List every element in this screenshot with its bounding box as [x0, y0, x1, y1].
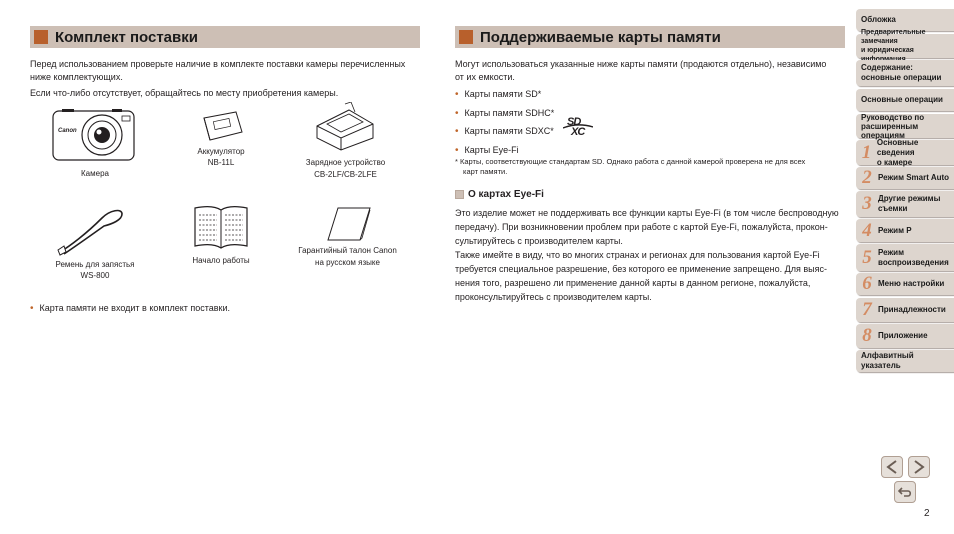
cards-intro-1: Могут использоваться указанные ниже карты памяти (продаются отдельно), независимо	[455, 59, 827, 69]
chapter-label-line1: Режим	[878, 247, 904, 257]
arrow-right-icon	[913, 460, 925, 474]
card-item-sd	[455, 87, 541, 102]
note-memory-card	[30, 301, 230, 316]
eyefi-line-3: сультируйтесь с производителем карты.	[455, 236, 623, 246]
sidebar-chapter-6[interactable]	[856, 273, 954, 295]
chapter-number: 8	[862, 325, 872, 346]
chapter-number: 4	[862, 219, 872, 241]
intro-line-1: Перед использованием проверьте наличие в комплекте поставки камеры перечисленных	[30, 59, 406, 69]
caption-warranty-1: Гарантийный талон Canon	[298, 246, 397, 255]
tab-label-line1: Содержание:	[861, 63, 913, 72]
note-text: Карта памяти не входит в комплект поставки.	[39, 303, 231, 313]
battery-image	[200, 110, 244, 142]
chapter-number: 5	[862, 246, 872, 268]
next-page-button[interactable]	[908, 456, 930, 478]
tab-label: Алфавитный указатель	[861, 351, 914, 370]
tab-label-line1: Предварительные замечания	[861, 29, 926, 45]
eyefi-line-4: Также имейте в виду, что во многих странах и регионах для пользования картой Eye-Fi	[455, 250, 820, 260]
sdxc-logo-bottom: XC	[571, 126, 585, 138]
caption-battery-1: Аккумулятор	[197, 147, 245, 156]
chapter-label-line2: воспроизведения	[878, 257, 949, 267]
chapter-number: 2	[862, 167, 872, 188]
sidebar-chapter-2[interactable]	[856, 167, 954, 189]
bullet-icon: •	[455, 145, 459, 156]
arrow-left-icon	[886, 460, 898, 474]
page-number: 2	[924, 508, 930, 519]
card-label: Карты Eye-Fi	[464, 145, 519, 155]
caption-battery-2: NB-11L	[207, 158, 235, 167]
intro-line-2: ниже комплектующих.	[30, 72, 123, 82]
bullet-icon: •	[455, 126, 459, 137]
sidebar-chapter-3[interactable]	[856, 191, 954, 217]
warranty-card-image	[326, 206, 372, 242]
eyefi-line-1: Это изделие может не поддерживать все функции карты Eye-Fi (в том числе беспроводную	[455, 208, 839, 218]
sidebar-tab-preliminary[interactable]	[856, 29, 954, 58]
card-label: Карты памяти SDHC*	[464, 108, 555, 118]
eyefi-line-7: проконсультируйтесь с производителем карты.	[455, 292, 652, 302]
tab-label-line1: Руководство по	[861, 112, 925, 122]
sidebar-chapter-5[interactable]	[856, 244, 954, 271]
cards-intro-2: от их емкости.	[455, 72, 515, 82]
section-marker-icon	[34, 30, 48, 44]
sidebar-tab-basic-operations[interactable]	[856, 89, 954, 111]
caption-warranty-2: на русском языке	[315, 258, 380, 267]
chapter-number: 7	[862, 299, 872, 320]
caption-camera: Камера	[81, 169, 109, 178]
chapter-label: Режим Smart Auto	[878, 173, 950, 182]
bullet-icon: •	[455, 108, 459, 119]
card-item-sdhc	[455, 106, 554, 121]
caption-charger-1: Зарядное устройство	[305, 158, 386, 167]
card-item-eyefi	[455, 143, 519, 158]
chapter-label-line2: о камере	[876, 157, 913, 167]
subsection-marker-icon	[455, 190, 464, 199]
section-heading: Поддерживаемые карты памяти	[480, 28, 721, 46]
caption-strap-2: WS-800	[80, 271, 110, 280]
eyefi-line-2: передачу). При возникновении проблем при работе с картой Eye-Fi, пожалуйста, прокон-	[455, 222, 828, 232]
sidebar-tab-advanced[interactable]	[856, 114, 954, 138]
caption-strap-1: Ремень для запястья	[55, 260, 135, 269]
sdxc-logo-top: SD	[567, 116, 581, 128]
charger-image	[315, 102, 375, 152]
caption-getting-started: Начало работы	[192, 256, 250, 265]
sidebar-chapter-8[interactable]	[856, 324, 954, 348]
chapter-label-line2: съемки	[878, 204, 908, 213]
page-title: Комплект поставки	[55, 28, 198, 46]
chapter-label: Принадлежности	[878, 305, 946, 314]
sidebar-chapter-1[interactable]	[856, 137, 954, 167]
chapter-number: 3	[862, 193, 872, 214]
sidebar-chapter-7[interactable]	[856, 298, 954, 322]
section-marker-icon	[459, 30, 473, 44]
bullet-icon: •	[30, 303, 34, 314]
chapter-label-line1: Другие режимы	[878, 194, 941, 203]
return-arrow-icon	[898, 486, 912, 498]
section-title-cards	[455, 26, 845, 48]
chapter-number: 6	[862, 273, 872, 294]
chapter-label-line1: Основные сведения	[876, 137, 919, 157]
tab-label-line2: и юридическая	[861, 47, 914, 54]
tab-label-line2: расширенным операциям	[861, 121, 919, 140]
bullet-icon: •	[455, 89, 459, 100]
eyefi-line-5: требуется специальное разрешение, без которого ее применение запрещено. Для выяс-	[455, 264, 827, 274]
getting-started-image	[193, 204, 249, 250]
footnote-1: * Карты, соответствующие стандартам SD. Однако работа с данной камерой проверена не для всех	[455, 157, 806, 166]
previous-page-button[interactable]	[881, 456, 903, 478]
chapter-number: 1	[861, 141, 872, 163]
card-item-sdxc	[455, 124, 554, 139]
intro-line-3: Если что-либо отсутствует, обращайтесь по месту приобретения камеры.	[30, 88, 339, 98]
tab-label: Основные операции	[861, 95, 943, 104]
wrist-strap-image	[56, 206, 126, 256]
section-title-contents	[30, 26, 420, 48]
eyefi-subheading	[455, 189, 544, 200]
chapter-label: Приложение	[878, 331, 928, 340]
eyefi-line-6: нения того, разрешено ли применение данной карты в данном регионе, пожалуйста,	[455, 278, 811, 288]
card-label: Карты памяти SDXC*	[464, 126, 554, 136]
return-button[interactable]	[894, 481, 916, 503]
sidebar-chapter-4[interactable]	[856, 219, 954, 242]
camera-image	[52, 108, 136, 162]
sidebar-tab-contents[interactable]	[856, 60, 954, 86]
camera-brand: Canon	[58, 128, 77, 134]
sdxc-logo-swoosh	[563, 124, 593, 130]
chapter-label: Меню настройки	[878, 279, 945, 288]
footnote-2: карт памяти.	[463, 167, 508, 176]
sdxc-logo-icon	[563, 116, 593, 138]
caption-charger-2: CB-2LF/CB-2LFE	[314, 170, 377, 179]
card-label: Карты памяти SD*	[464, 89, 542, 99]
eyefi-title: О картах Eye-Fi	[468, 189, 544, 200]
chapter-label: Режим P	[878, 225, 912, 235]
sidebar-tab-index[interactable]	[856, 350, 954, 372]
tab-label-line2: основные операции	[861, 73, 942, 82]
tab-label: Обложка	[861, 15, 896, 24]
